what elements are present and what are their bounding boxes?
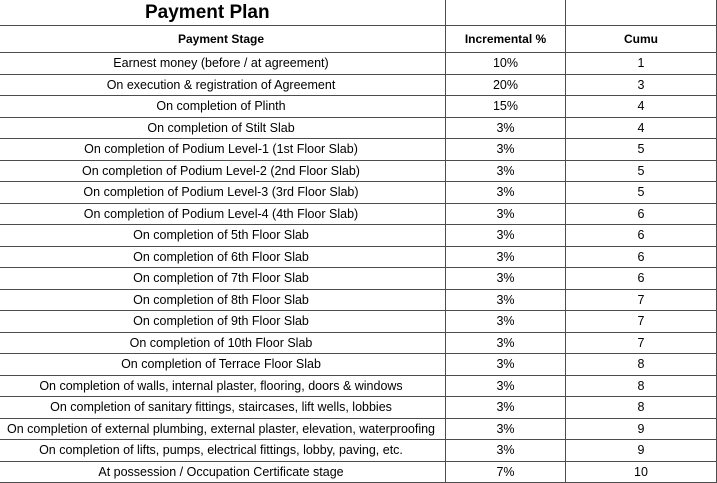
cumulative-cell: 9 [566, 440, 717, 462]
stage-cell: On completion of walls, internal plaster, flooring, doors & windows [0, 375, 446, 397]
table-row [0, 397, 717, 419]
stage-cell: On completion of Podium Level-1 (1st Floor Slab) [0, 139, 446, 161]
table-row [0, 225, 717, 247]
stage-cell: On completion of sanitary fittings, staircases, lift wells, lobbies [0, 397, 446, 419]
table-row [0, 53, 717, 75]
cumulative-cell: 5 [566, 182, 717, 204]
stage-cell: Earnest money (before / at agreement) [0, 53, 446, 75]
stage-cell: On completion of lifts, pumps, electrical fittings, lobby, paving, etc. [0, 440, 446, 462]
stage-cell: On completion of 9th Floor Slab [0, 311, 446, 333]
stage-cell: On completion of 7th Floor Slab [0, 268, 446, 290]
cumulative-cell: 8 [566, 375, 717, 397]
incremental-cell: 3% [446, 375, 566, 397]
stage-cell: On completion of 10th Floor Slab [0, 332, 446, 354]
stage-cell: On completion of 6th Floor Slab [0, 246, 446, 268]
incremental-cell: 3% [446, 332, 566, 354]
table-row [0, 74, 717, 96]
stage-cell: On completion of Podium Level-2 (2nd Floor Slab) [0, 160, 446, 182]
header-cumulative: Cumu [566, 26, 717, 53]
stage-cell: On execution & registration of Agreement [0, 74, 446, 96]
cumulative-cell: 7 [566, 332, 717, 354]
table-row [0, 375, 717, 397]
page-title: Payment Plan [0, 0, 446, 26]
table-row [0, 354, 717, 376]
cumulative-cell: 4 [566, 117, 717, 139]
incremental-cell: 3% [446, 397, 566, 419]
cumulative-cell: 4 [566, 96, 717, 118]
cumulative-cell: 5 [566, 139, 717, 161]
incremental-cell: 3% [446, 418, 566, 440]
header-row [0, 26, 717, 53]
table-row [0, 139, 717, 161]
header-incremental: Incremental % [446, 26, 566, 53]
stage-cell: On completion of 5th Floor Slab [0, 225, 446, 247]
table-row [0, 117, 717, 139]
cumulative-cell: 6 [566, 225, 717, 247]
table-row [0, 246, 717, 268]
cumulative-cell: 1 [566, 53, 717, 75]
cumulative-cell: 9 [566, 418, 717, 440]
stage-cell: On completion of 8th Floor Slab [0, 289, 446, 311]
incremental-cell: 7% [446, 461, 566, 483]
cumulative-cell: 8 [566, 397, 717, 419]
cumulative-cell: 7 [566, 311, 717, 333]
incremental-cell: 15% [446, 96, 566, 118]
cumulative-cell: 8 [566, 354, 717, 376]
cumulative-cell: 5 [566, 160, 717, 182]
table-row [0, 332, 717, 354]
incremental-cell: 3% [446, 139, 566, 161]
table-row [0, 160, 717, 182]
cumulative-cell: 6 [566, 203, 717, 225]
incremental-cell: 3% [446, 160, 566, 182]
title-spacer-cell [566, 0, 717, 26]
incremental-cell: 3% [446, 203, 566, 225]
table-row [0, 203, 717, 225]
stage-cell: On completion of Plinth [0, 96, 446, 118]
table-row [0, 289, 717, 311]
incremental-cell: 3% [446, 182, 566, 204]
stage-cell: At possession / Occupation Certificate stage [0, 461, 446, 483]
stage-cell: On completion of Stilt Slab [0, 117, 446, 139]
table-row [0, 440, 717, 462]
stage-cell: On completion of Terrace Floor Slab [0, 354, 446, 376]
incremental-cell: 3% [446, 354, 566, 376]
table-row [0, 96, 717, 118]
cumulative-cell: 6 [566, 246, 717, 268]
title-spacer-cell [446, 0, 566, 26]
incremental-cell: 3% [446, 311, 566, 333]
cumulative-cell: 6 [566, 268, 717, 290]
table-row [0, 418, 717, 440]
cumulative-cell: 3 [566, 74, 717, 96]
stage-cell: On completion of external plumbing, external plaster, elevation, waterproofing [0, 418, 446, 440]
table-row [0, 461, 717, 483]
stage-cell: On completion of Podium Level-3 (3rd Floor Slab) [0, 182, 446, 204]
stage-cell: On completion of Podium Level-4 (4th Floor Slab) [0, 203, 446, 225]
incremental-cell: 20% [446, 74, 566, 96]
title-row [0, 0, 717, 26]
table-row [0, 268, 717, 290]
table-row [0, 182, 717, 204]
incremental-cell: 3% [446, 440, 566, 462]
cumulative-cell: 10 [566, 461, 717, 483]
header-payment-stage: Payment Stage [0, 26, 446, 53]
table-row [0, 311, 717, 333]
incremental-cell: 3% [446, 117, 566, 139]
incremental-cell: 3% [446, 289, 566, 311]
incremental-cell: 3% [446, 225, 566, 247]
incremental-cell: 3% [446, 268, 566, 290]
incremental-cell: 10% [446, 53, 566, 75]
cumulative-cell: 7 [566, 289, 717, 311]
incremental-cell: 3% [446, 246, 566, 268]
